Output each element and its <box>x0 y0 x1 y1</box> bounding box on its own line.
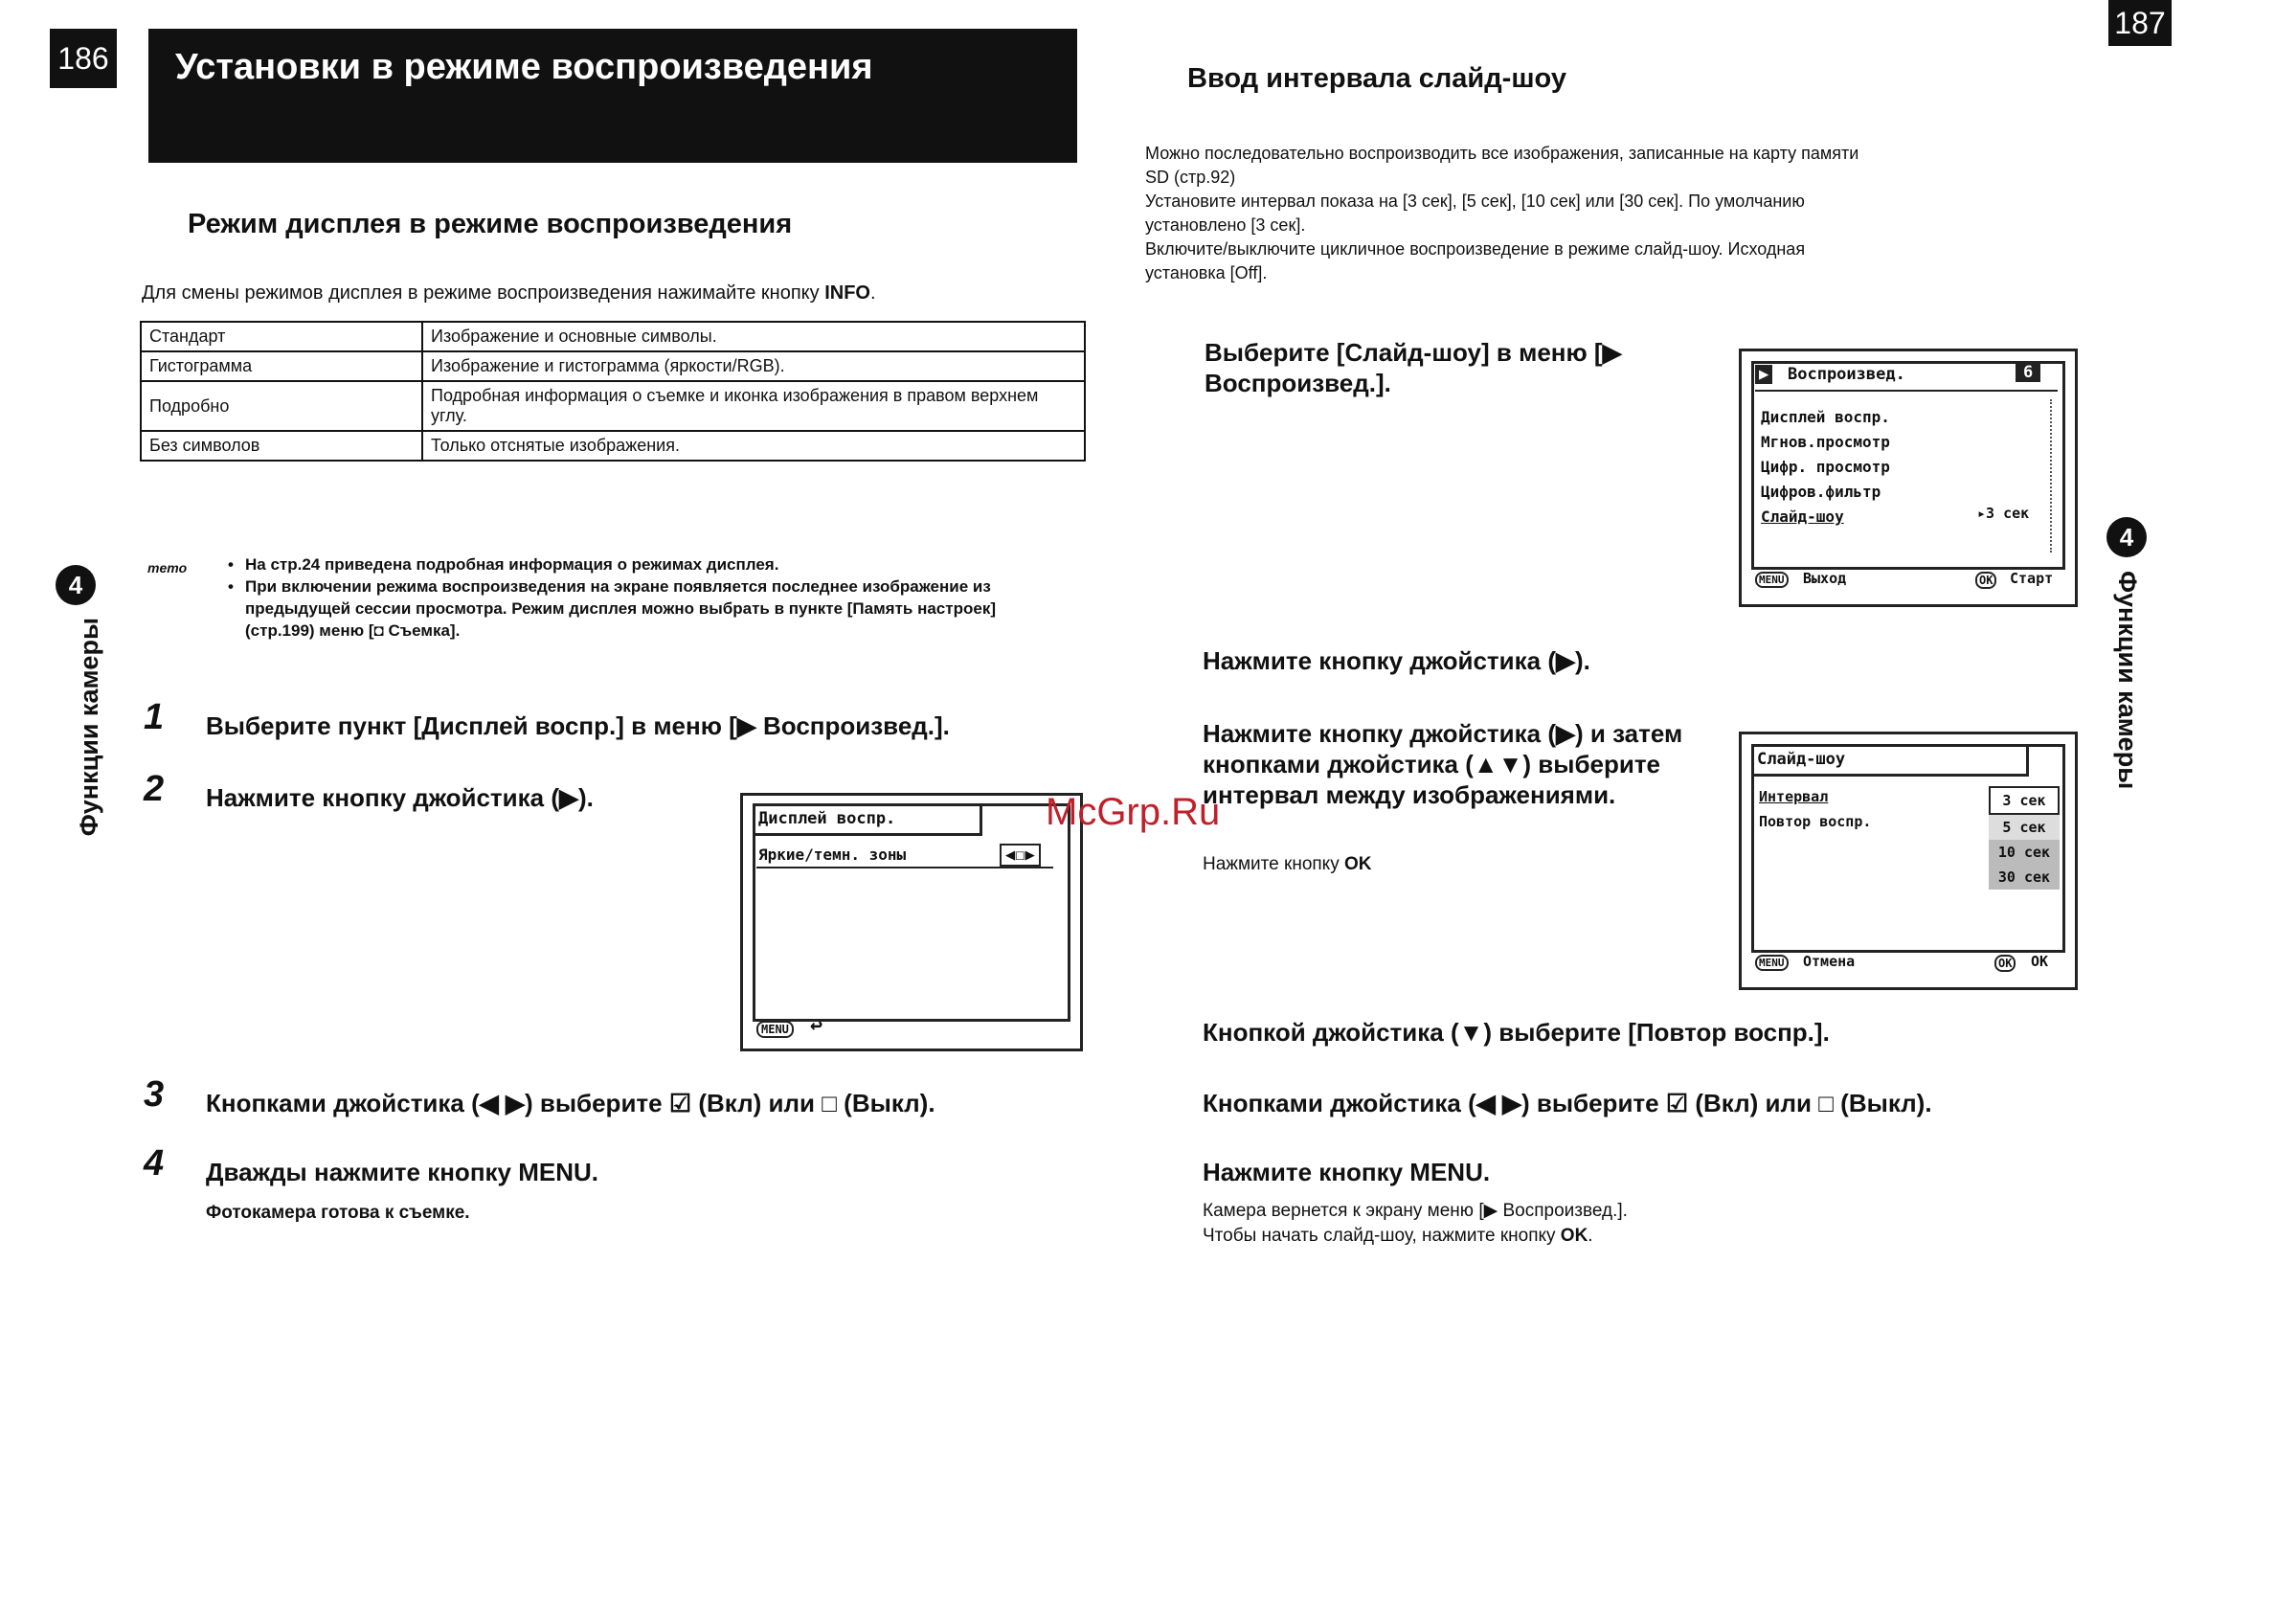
description-cell: Изображение и основные символы. <box>422 322 1085 351</box>
step-text: Нажмите кнопку джойстика (▶). <box>206 783 594 812</box>
menu-button-icon: MENU <box>1755 955 1789 971</box>
menu-item-selected: Слайд-шоу <box>1761 508 1844 526</box>
intro-text: Для смены режимов дисплея в режиме воспроизведения нажимайте кнопку INFO. <box>142 282 876 304</box>
intro-line: SD (стр.92) <box>1145 168 1236 187</box>
screen-divider <box>1755 390 2058 392</box>
step-number: 2 <box>144 769 165 809</box>
ok-button-icon: OK <box>1994 955 2016 972</box>
menu-button-icon: MENU <box>1755 572 1789 588</box>
interval-option: 30 сек <box>1989 865 2060 890</box>
slideshow-intro <box>1145 142 2084 285</box>
scrollbar <box>2050 399 2056 553</box>
playback-tab-icon: ▶ <box>1755 365 1772 384</box>
intro-line: установка [Off]. <box>1145 263 1268 282</box>
step-text: Выберите [Слайд-шоу] в меню [▶ Воспроизвед.]. <box>1205 338 1622 397</box>
interval-option-selected: 3 сек <box>1989 786 2060 815</box>
intro-line: установлено [3 сек]. <box>1145 215 1306 235</box>
chapter-label-left: Функции камеры <box>75 618 103 837</box>
table-row <box>141 322 1085 351</box>
camera-screen-display-setting <box>740 793 1083 1051</box>
screen-item-value: ◀☐▶ <box>1000 844 1041 867</box>
page-title: Установки в режиме воспроизведения <box>148 29 1077 163</box>
intro-line: Можно последовательно воспроизводить все изображения, записанные на карту памяти <box>1145 144 1859 163</box>
step-text: Дважды нажмите кнопку MENU. <box>206 1158 598 1186</box>
description-cell: Подробная информация о съемке и иконка изображения в правом верхнем углу. <box>422 381 1085 431</box>
table-row <box>141 431 1085 461</box>
menu-item: Дисплей воспр. <box>1761 408 1890 426</box>
interval-options <box>1989 786 2060 890</box>
screen-item-interval: Интервал <box>1759 788 1829 805</box>
footer-left-text: Выход <box>1803 570 1847 587</box>
footer-right-text: Старт <box>2010 570 2054 587</box>
ok-button-label: OK <box>1560 1226 1588 1246</box>
step-text: Кнопками джойстика (◀ ▶) выберите ☑ (Вкл) или □ (Выкл). <box>206 1089 935 1117</box>
memo-item: • На стр.24 приведена подробная информация о режимах дисплея. <box>222 553 1055 575</box>
mode-cell: Без символов <box>141 431 422 461</box>
camera-screen-slideshow <box>1739 732 2078 990</box>
memo-icon: memo <box>147 560 188 575</box>
menu-item: Цифр. просмотр <box>1761 458 1890 476</box>
step-number: 4 <box>144 1143 165 1184</box>
screen-tab-title: Слайд-шоу <box>1751 744 2029 777</box>
menu-item: Цифров.фильтр <box>1761 483 1881 501</box>
step-note: Камера вернется к экрану меню [▶ Воспроизвед.]. <box>1203 1201 1628 1221</box>
step-number: 3 <box>144 1074 165 1115</box>
screen-item-label: Яркие/темн. зоны <box>758 846 907 864</box>
step-text: Кнопкой джойстика (▼) выберите [Повтор воспр.]. <box>1203 1018 1830 1047</box>
mode-cell: Гистограмма <box>141 351 422 381</box>
section-heading-display-mode: Режим дисплея в режиме воспроизведения <box>188 209 793 239</box>
intro-prefix: Для смены режимов дисплея в режиме воспроизведения нажимайте кнопку <box>142 282 820 304</box>
memo-item: • При включении режима воспроизведения на экране появляется последнее изображение из предыдущей сессии просмотра. Режим дисплея можно выбрать в пункте [Память настроек] (стр.199) меню [◘ Съемка]. <box>222 575 1055 642</box>
menu-button-icon: MENU <box>756 1021 794 1038</box>
chapter-label-right: Функции камеры <box>2113 571 2142 790</box>
step-note <box>1203 852 1371 877</box>
note-prefix: Нажмите кнопку <box>1203 854 1340 874</box>
description-cell: Изображение и гистограмма (яркости/RGB). <box>422 351 1085 381</box>
page-number-right: 187 <box>2108 0 2172 46</box>
step-text: Нажмите кнопку MENU. <box>1203 1158 1491 1186</box>
table-row <box>141 351 1085 381</box>
mode-cell: Подробно <box>141 381 422 431</box>
footer-left-text: Отмена <box>1803 953 1856 970</box>
interval-option: 5 сек <box>1989 815 2060 840</box>
step-text: Нажмите кнопку джойстика (▶) и затем кнопками джойстика (▲▼) выберите интервал между изображениями. <box>1203 719 1683 809</box>
memo-list <box>222 553 1055 642</box>
screen-divider <box>756 867 1053 868</box>
info-button-label: INFO <box>824 282 870 304</box>
step-note: Фотокамера готова к съемке. <box>206 1203 470 1223</box>
display-modes-table <box>140 321 1086 462</box>
menu-item: Мгнов.просмотр <box>1761 433 1890 451</box>
intro-line: Установите интервал показа на [3 сек], [5 сек], [10 сек] или [30 сек]. По умолчанию <box>1145 192 1805 211</box>
chapter-tab-right: 4 <box>2106 517 2147 557</box>
step-text: Выберите пункт [Дисплей воспр.] в меню [▶ Воспроизвед.]. <box>206 711 950 740</box>
description-cell: Только отснятые изображения. <box>422 431 1085 461</box>
ok-button-icon: OK <box>1975 572 1996 589</box>
step-text: Нажмите кнопку джойстика (▶). <box>1203 646 1590 675</box>
screen-frame <box>753 803 1070 1022</box>
step-text: Кнопками джойстика (◀ ▶) выберите ☑ (Вкл) или □ (Выкл). <box>1203 1089 1932 1117</box>
page-number-left: 186 <box>50 29 117 88</box>
table-row <box>141 381 1085 431</box>
step-number: 1 <box>144 697 165 737</box>
step-note: Чтобы начать слайд-шоу, нажмите кнопку OK. <box>1203 1226 1593 1246</box>
intro-line: Включите/выключите цикличное воспроизведение в режиме слайд-шоу. Исходная <box>1145 239 1806 259</box>
screen-tab-title: Дисплей воспр. <box>753 803 982 836</box>
watermark: McGrp.Ru <box>1046 791 1221 833</box>
page-indicator: 6 <box>2016 363 2040 382</box>
menu-items <box>1761 405 1890 530</box>
ok-button-label: OK <box>1343 854 1372 874</box>
screen-item-repeat: Повтор воспр. <box>1759 813 1872 830</box>
camera-screen-playback-menu <box>1739 349 2078 607</box>
interval-option: 10 сек <box>1989 840 2060 865</box>
screen-header: Воспроизвед. <box>1788 365 1905 384</box>
chapter-tab-left: 4 <box>56 565 96 605</box>
section-heading-slideshow: Ввод интервала слайд-шоу <box>1187 63 1566 94</box>
selected-value: ▸3 сек <box>1977 505 2030 522</box>
note-prefix: Чтобы начать слайд-шоу, нажмите кнопку <box>1203 1226 1556 1246</box>
mode-cell: Стандарт <box>141 322 422 351</box>
footer-right-text: OK <box>2031 953 2049 970</box>
back-icon: ↩ <box>810 1014 823 1038</box>
